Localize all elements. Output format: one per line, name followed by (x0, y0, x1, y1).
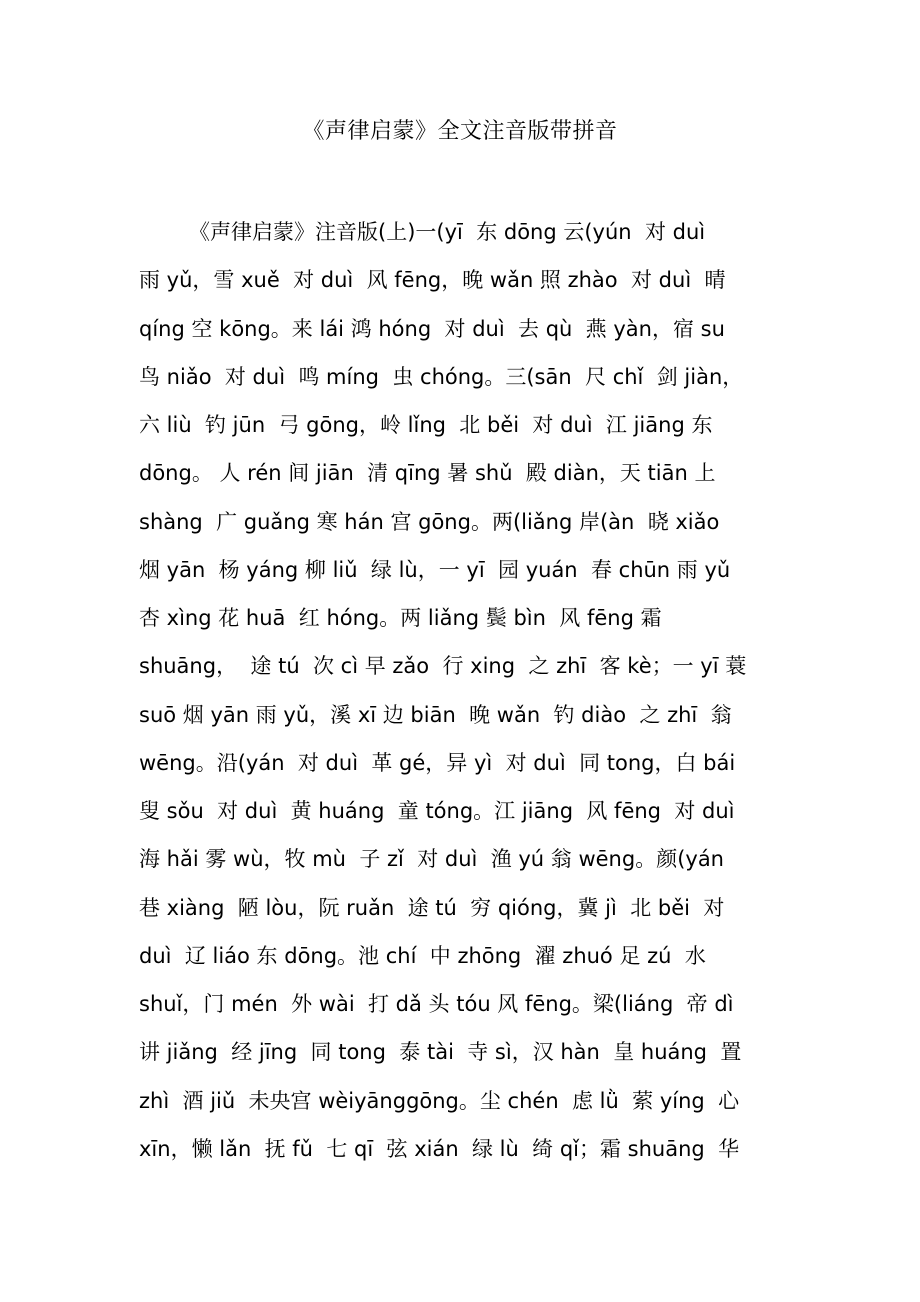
document-body (139, 208, 779, 1173)
body-line: 讲 jiǎng 经 jīng 同 tong 泰 tài 寺 sì，汉 hàn 皇 huáng 置 (139, 1040, 742, 1065)
body-line: dōng。 人 rén 间 jiān 清 qīng 暑 shǔ 殿 diàn，天 tiān 上 (139, 461, 716, 486)
body-line: 叟 sǒu 对 duì 黄 huáng 童 tóng。江 jiāng 风 fēng 对 duì (139, 799, 735, 823)
body-line: qíng 空 kōng。来 lái 鸿 hóng 对 duì 去 qù 燕 yàn，宿 su (139, 316, 725, 341)
body-line: xīn，懒 lǎn 抚 fǔ 七 qī 弦 xián 绿 lù 绮 qǐ；霜 shuāng 华 (139, 1136, 740, 1161)
body-line: shuǐ，门 mén 外 wài 打 dǎ 头 tóu 风 fēng。梁(liáng 帝 dì (139, 992, 734, 1016)
body-line: 鸟 niǎo 对 duì 鸣 míng 虫 chóng。三(sān 尺 chǐ 剑 jiàn， (139, 364, 744, 389)
body-line: shuāng， 途 tú 次 cì 早 zǎo 行 xing 之 zhī 客 kè；一 yī 蓑 (139, 654, 747, 679)
body-line: suō 烟 yān 雨 yǔ，溪 xī 边 biān 晚 wǎn 钓 diào 之 zhī 翁 (139, 702, 732, 727)
body-line: 杏 xìng 花 huā 红 hóng。两 liǎng 鬓 bìn 风 fēng 霜 (139, 606, 662, 630)
body-line: 海 hǎi 雾 wù，牧 mù 子 zǐ 对 duì 渔 yú 翁 wēng。颜(yán (139, 847, 724, 872)
body-line: 巷 xiàng 陋 lòu，阮 ruǎn 途 tú 穷 qióng，冀 jì 北 běi 对 (139, 895, 725, 920)
body-line: shàng 广 guǎng 寒 hán 宫 gōng。两(liǎng 岸(àn 晓 xiǎo (139, 509, 720, 534)
body-line: 雨 yǔ，雪 xuě 对 duì 风 fēng，晚 wǎn 照 zhào 对 duì 晴 (139, 268, 726, 293)
body-line: duì 辽 liáo 东 dōng。池 chí 中 zhōng 濯 zhuó 足 zú 水 (139, 943, 706, 968)
body-line: zhì 酒 jiǔ 未央宫 wèiyānggōng。尘 chén 虑 lǜ 萦 yíng 心 (139, 1088, 740, 1113)
body-line: 六 liù 钓 jūn 弓 gōng，岭 lǐng 北 běi 对 duì 江 jiāng 东 (139, 413, 713, 437)
body-line: 《声律启蒙》注音版(上)一(yī 东 dōng 云(yún 对 duì (189, 220, 706, 244)
document-title: 《声律启蒙》全文注音版带拼音 (302, 119, 618, 144)
body-line: wēng。沿(yán 对 duì 革 gé，异 yì 对 duì 同 tong，白 bái (139, 750, 736, 775)
body-line: 烟 yān 杨 yáng 柳 liǔ 绿 lù，一 yī 园 yuán 春 chūn 雨 yǔ (139, 557, 731, 582)
